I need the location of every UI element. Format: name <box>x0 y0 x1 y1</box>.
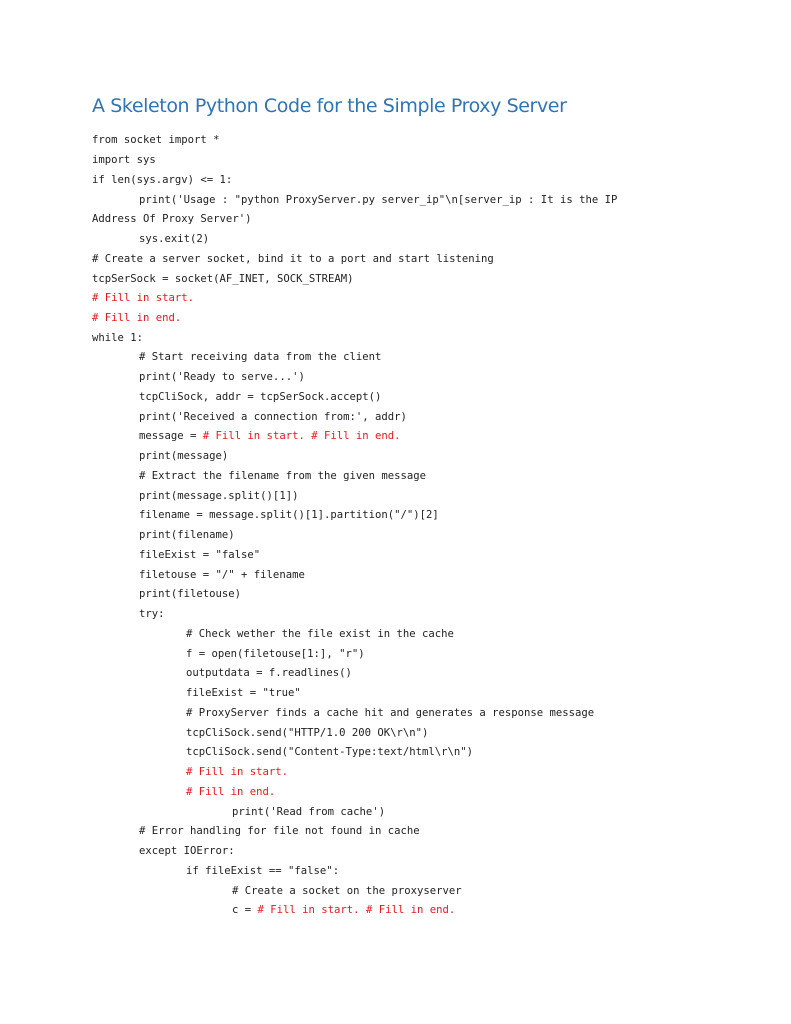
code-line: tcpCliSock.send("HTTP/1.0 200 OK\r\n") <box>186 727 429 739</box>
code-line: tcpCliSock, addr = tcpSerSock.accept() <box>139 391 382 403</box>
code-line: # Check wether the file exist in the cache <box>186 628 454 640</box>
code-line: outputdata = f.readlines() <box>186 667 352 679</box>
code-line: if len(sys.argv) <= 1: <box>92 174 233 186</box>
code-line: tcpSerSock = socket(AF_INET, SOCK_STREAM) <box>92 273 354 285</box>
code-line: message = # Fill in start. # Fill in end. <box>139 430 401 442</box>
code-line: sys.exit(2) <box>139 233 210 245</box>
page-title: A Skeleton Python Code for the Simple Proxy Server <box>92 95 567 117</box>
code-line: # Extract the filename from the given message <box>139 470 427 482</box>
code-line: # Start receiving data from the client <box>139 351 382 363</box>
code-line: import sys <box>92 154 156 166</box>
code-line: print(filetouse) <box>139 588 242 600</box>
fill-in-marker: # Fill in start. # Fill in end. <box>257 904 456 916</box>
code-line: print('Read from cache') <box>232 806 386 818</box>
code-line: filename = message.split()[1].partition("/")[2] <box>139 509 439 521</box>
code-line: print(message) <box>139 450 229 462</box>
fill-in-marker: # Fill in start. # Fill in end. <box>202 430 401 442</box>
code-line: fileExist = "false" <box>139 549 261 561</box>
code-line: print('Received a connection from:', addr) <box>139 411 407 423</box>
code-line: except IOError: <box>139 845 235 857</box>
code-line: Address Of Proxy Server') <box>92 213 252 225</box>
code-line: # Error handling for file not found in cache <box>139 825 420 837</box>
fill-in-end-marker: # Fill in end. <box>186 786 276 798</box>
code-line: # Create a socket on the proxyserver <box>232 885 462 897</box>
code-line: tcpCliSock.send("Content-Type:text/html\r\n") <box>186 746 474 758</box>
code-line: print('Ready to serve...') <box>139 371 305 383</box>
code-line: filetouse = "/" + filename <box>139 569 305 581</box>
code-line: print(message.split()[1]) <box>139 490 299 502</box>
code-line: print(filename) <box>139 529 235 541</box>
code-line: print('Usage : "python ProxyServer.py server_ip"\n[server_ip : It is the IP <box>139 194 618 206</box>
code-line: fileExist = "true" <box>186 687 301 699</box>
code-line: try: <box>139 608 165 620</box>
fill-in-start-marker: # Fill in start. <box>92 292 195 304</box>
code-line: while 1: <box>92 332 144 344</box>
code-line: f = open(filetouse[1:], "r") <box>186 648 365 660</box>
code-line: # ProxyServer finds a cache hit and generates a response message <box>186 707 595 719</box>
fill-in-start-marker: # Fill in start. <box>186 766 289 778</box>
code-line: from socket import * <box>92 134 220 146</box>
fill-in-end-marker: # Fill in end. <box>92 312 182 324</box>
code-line: c = # Fill in start. # Fill in end. <box>232 904 456 916</box>
code-line: # Create a server socket, bind it to a port and start listening <box>92 253 494 265</box>
code-line: if fileExist == "false": <box>186 865 340 877</box>
